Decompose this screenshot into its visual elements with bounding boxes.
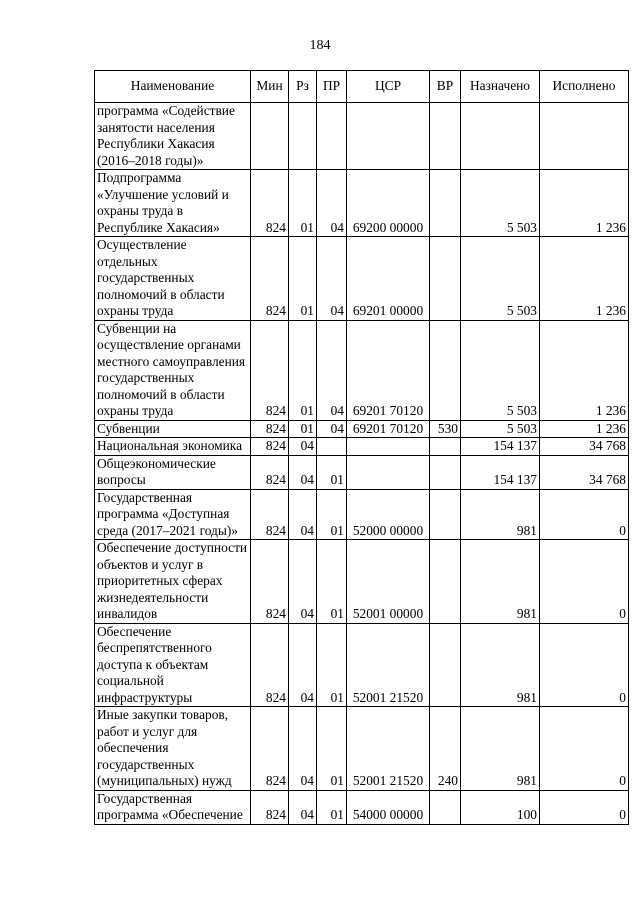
row-pr: 01 xyxy=(317,540,347,624)
table-row xyxy=(95,438,629,456)
row-assigned: 5 503 xyxy=(461,420,540,438)
row-min: 824 xyxy=(251,489,289,540)
row-executed: 1 236 xyxy=(540,320,629,420)
row-assigned xyxy=(461,103,540,170)
row-rz: 04 xyxy=(289,540,317,624)
row-vr xyxy=(430,237,461,321)
row-pr: 01 xyxy=(317,623,347,707)
row-executed: 1 236 xyxy=(540,237,629,321)
row-executed: 0 xyxy=(540,623,629,707)
row-assigned: 981 xyxy=(461,707,540,791)
row-min: 824 xyxy=(251,170,289,237)
row-assigned: 981 xyxy=(461,489,540,540)
table-row xyxy=(95,103,629,170)
table-row xyxy=(95,540,629,624)
row-pr: 04 xyxy=(317,170,347,237)
row-csr: 52001 21520 xyxy=(347,707,430,791)
row-vr xyxy=(430,489,461,540)
row-vr xyxy=(430,790,461,824)
row-pr xyxy=(317,438,347,456)
table-row xyxy=(95,420,629,438)
row-vr xyxy=(430,170,461,237)
row-min: 824 xyxy=(251,420,289,438)
row-csr: 52001 21520 xyxy=(347,623,430,707)
row-executed: 1 236 xyxy=(540,170,629,237)
row-min: 824 xyxy=(251,237,289,321)
row-name: Национальная экономика xyxy=(95,438,251,456)
row-rz: 01 xyxy=(289,420,317,438)
row-vr xyxy=(430,438,461,456)
row-vr xyxy=(430,623,461,707)
row-rz: 04 xyxy=(289,623,317,707)
header-pr: ПР xyxy=(317,71,347,103)
row-min: 824 xyxy=(251,438,289,456)
row-csr: 52000 00000 xyxy=(347,489,430,540)
table-row xyxy=(95,489,629,540)
row-assigned: 981 xyxy=(461,623,540,707)
row-name: программа «Содействие занятости населения Республики Хакасия (2016–2018 годы)» xyxy=(95,103,251,170)
row-name: Общеэкономические вопросы xyxy=(95,455,251,489)
table-row xyxy=(95,707,629,791)
row-executed: 0 xyxy=(540,707,629,791)
row-executed: 34 768 xyxy=(540,455,629,489)
row-csr: 52001 00000 xyxy=(347,540,430,624)
row-rz xyxy=(289,103,317,170)
header-vr: ВР xyxy=(430,71,461,103)
row-rz: 01 xyxy=(289,170,317,237)
row-vr xyxy=(430,455,461,489)
row-name: Субвенции xyxy=(95,420,251,438)
row-name: Иные закупки товаров, работ и услуг для обеспечения государственных (муниципальных) нужд xyxy=(95,707,251,791)
row-pr: 01 xyxy=(317,707,347,791)
row-assigned: 154 137 xyxy=(461,438,540,456)
row-csr: 69201 70120 xyxy=(347,420,430,438)
row-name: Подпрограмма «Улучшение условий и охраны труда в Республике Хакасия» xyxy=(95,170,251,237)
row-rz: 04 xyxy=(289,489,317,540)
row-pr xyxy=(317,103,347,170)
row-min: 824 xyxy=(251,623,289,707)
row-rz: 01 xyxy=(289,320,317,420)
row-min: 824 xyxy=(251,707,289,791)
row-min xyxy=(251,103,289,170)
row-min: 824 xyxy=(251,455,289,489)
header-assigned: Назначено xyxy=(461,71,540,103)
row-csr xyxy=(347,455,430,489)
row-assigned: 5 503 xyxy=(461,320,540,420)
row-name: Обеспечение беспрепятственного доступа к объектам социальной инфраструктуры xyxy=(95,623,251,707)
row-name: Осуществление отдельных государственных полномочий в области охраны труда xyxy=(95,237,251,321)
row-rz: 04 xyxy=(289,790,317,824)
row-pr: 01 xyxy=(317,455,347,489)
row-assigned: 981 xyxy=(461,540,540,624)
row-vr: 530 xyxy=(430,420,461,438)
row-name: Государственная программа «Обеспечение xyxy=(95,790,251,824)
row-min: 824 xyxy=(251,790,289,824)
row-min: 824 xyxy=(251,540,289,624)
row-executed: 34 768 xyxy=(540,438,629,456)
row-pr: 01 xyxy=(317,489,347,540)
row-vr xyxy=(430,103,461,170)
row-name: Субвенции на осуществление органами местного самоуправления государственных полномочий в области охраны труда xyxy=(95,320,251,420)
row-name: Государственная программа «Доступная среда (2017–2021 годы)» xyxy=(95,489,251,540)
row-vr: 240 xyxy=(430,707,461,791)
row-vr xyxy=(430,320,461,420)
row-name: Обеспечение доступности объектов и услуг в приоритетных сферах жизнедеятельности инвалидов xyxy=(95,540,251,624)
table-header-row xyxy=(95,71,629,103)
row-min: 824 xyxy=(251,320,289,420)
page-number: 184 xyxy=(309,38,331,53)
row-rz: 01 xyxy=(289,237,317,321)
row-executed: 0 xyxy=(540,540,629,624)
row-assigned: 5 503 xyxy=(461,170,540,237)
table-row xyxy=(95,320,629,420)
row-csr: 69201 70120 xyxy=(347,320,430,420)
budget-table xyxy=(94,70,629,825)
row-rz: 04 xyxy=(289,455,317,489)
row-executed: 0 xyxy=(540,489,629,540)
row-csr: 69200 00000 xyxy=(347,170,430,237)
table-row xyxy=(95,790,629,824)
table-row xyxy=(95,170,629,237)
row-pr: 04 xyxy=(317,237,347,321)
table-row xyxy=(95,623,629,707)
row-assigned: 5 503 xyxy=(461,237,540,321)
row-assigned: 100 xyxy=(461,790,540,824)
header-executed: Исполнено xyxy=(540,71,629,103)
row-rz: 04 xyxy=(289,438,317,456)
row-executed: 0 xyxy=(540,790,629,824)
row-pr: 01 xyxy=(317,790,347,824)
row-pr: 04 xyxy=(317,420,347,438)
header-rz: Рз xyxy=(289,71,317,103)
header-name: Наименование xyxy=(95,71,251,103)
row-pr: 04 xyxy=(317,320,347,420)
row-csr xyxy=(347,438,430,456)
row-executed: 1 236 xyxy=(540,420,629,438)
table-row xyxy=(95,237,629,321)
row-rz: 04 xyxy=(289,707,317,791)
row-vr xyxy=(430,540,461,624)
row-csr: 69201 00000 xyxy=(347,237,430,321)
header-csr: ЦСР xyxy=(347,71,430,103)
header-min: Мин xyxy=(251,71,289,103)
table-row xyxy=(95,455,629,489)
row-assigned: 154 137 xyxy=(461,455,540,489)
row-csr xyxy=(347,103,430,170)
row-csr: 54000 00000 xyxy=(347,790,430,824)
row-executed xyxy=(540,103,629,170)
